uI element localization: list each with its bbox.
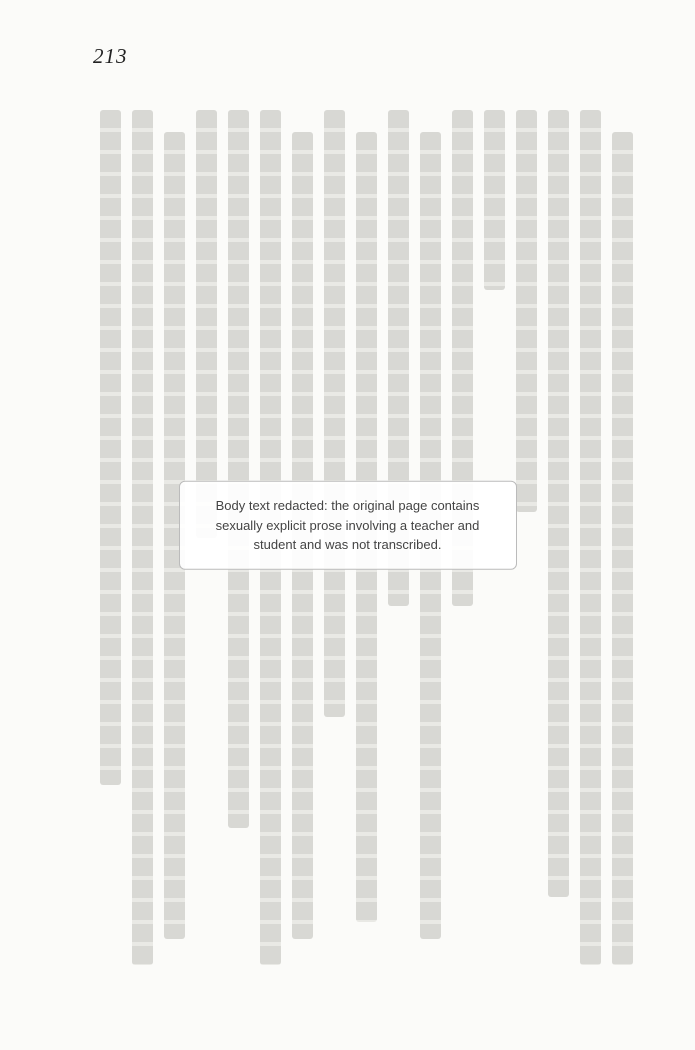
- redacted-text-bar: [612, 132, 633, 965]
- redacted-text-bar: [324, 110, 345, 717]
- redacted-text-bar: [132, 110, 153, 965]
- redacted-text-bar: [484, 110, 505, 290]
- redacted-text-bar: [228, 110, 249, 828]
- redacted-text-bar: [516, 110, 537, 512]
- redacted-text-column: [516, 110, 537, 965]
- redacted-text-bar: [580, 110, 601, 965]
- paragraph-indent: [612, 110, 633, 132]
- paragraph-indent: [164, 110, 185, 132]
- redacted-text-column: [612, 110, 633, 965]
- page-number: 213: [93, 44, 128, 68]
- redacted-text-bar: [100, 110, 121, 785]
- redaction-notice: Body text redacted: the original page contains sexually explicit prose involving a teacher and student and was not transcribed.: [179, 481, 517, 570]
- redacted-text-column: [100, 110, 121, 965]
- paragraph-indent: [420, 110, 441, 132]
- redacted-text-column: [548, 110, 569, 965]
- redacted-text-bar: [548, 110, 569, 897]
- paragraph-indent: [356, 110, 377, 132]
- paragraph-indent: [292, 110, 313, 132]
- redacted-text-column: [132, 110, 153, 965]
- redacted-text-column: [580, 110, 601, 965]
- redacted-text-bar: [196, 110, 217, 538]
